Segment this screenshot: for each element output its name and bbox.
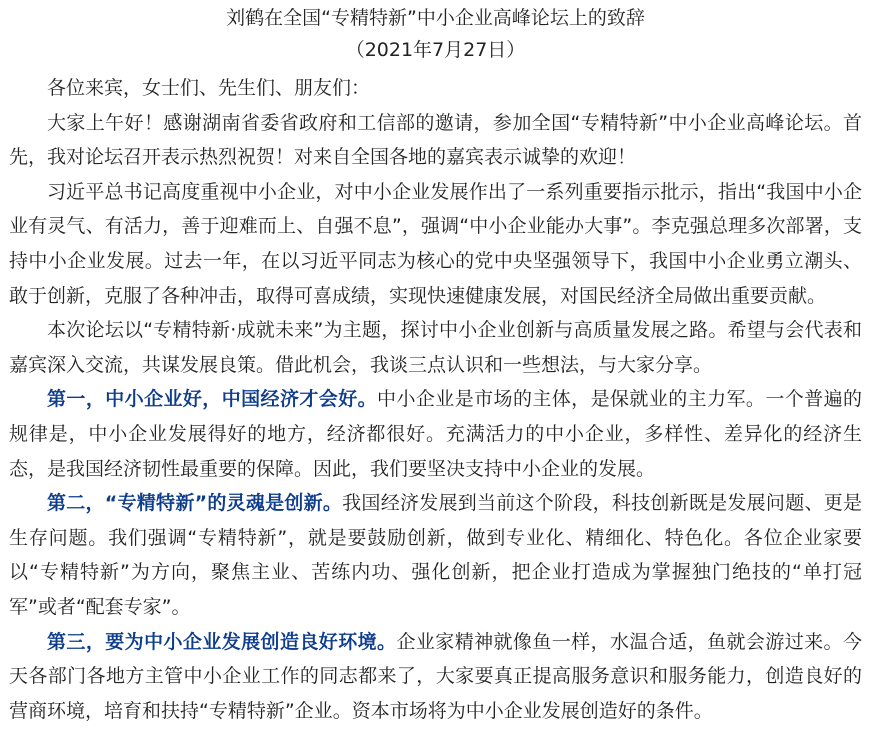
salutation-paragraph: 各位来宾，女士们、先生们、朋友们： [47, 77, 371, 99]
article-title: 刘鹤在全国“专精特新”中小企业高峰论坛上的致辞 [226, 7, 645, 29]
article [0, 3, 871, 728]
opening-paragraph: 大家上午好！感谢湖南省委省政府和工信部的邀请，参加全国“专精特新”中小企业高峰论坛。首先，我对论坛召开表示热烈祝贺！对来自全国各地的嘉宾表示诚挚的欢迎！ [9, 111, 862, 169]
point-three-text: 企业家精神就像鱼一样，水温合适，鱼就会游过来。今天各部门各地方主管中小企业工作的同志都来了，大家要真正提高服务意识和服务能力，创造良好的营商环境，培育和扶持“专精特新”企业。资本市场将为中小企业发展创造好的条件。 [9, 630, 862, 722]
point-one-text: 中小企业是市场的主体，是保就业的主力军。一个普遍的规律是，中小企业发展得好的地方，经济都很好。充满活力的中小企业，多样性、差异化的经济生态，是我国经济韧性最重要的保障。因此，我们要坚决支持中小企业的发展。 [9, 388, 862, 480]
point-two-heading: 第二，“专精特新”的灵魂是创新。 [47, 492, 343, 515]
point-one-heading: 第一，中小企业好，中国经济才会好。 [47, 388, 378, 411]
point-two-paragraph [9, 486, 862, 624]
point-two-text: 我国经济发展到当前这个阶段，科技创新既是发展问题、更是生存问题。我们强调“专精特新”，就是要鼓励创新，做到专业化、精细化、特色化。各位企业家要以“专精特新”为方向，聚焦主业、苦练内功、强化创新，把企业打造成为掌握独门绝技的“单打冠军”或者“配套专家”。 [9, 492, 862, 618]
point-one-paragraph [9, 382, 862, 486]
point-three-heading: 第三，要为中小企业发展创造良好环境。 [47, 630, 397, 653]
context-paragraph: 习近平总书记高度重视中小企业，对中小企业发展作出了一系列重要指示批示，指出“我国中小企业有灵气、有活力，善于迎难而上、自强不息”，强调“中小企业能办大事”。李克强总理多次部署，支持中小企业发展。过去一年，在以习近平同志为核心的党中央坚强领导下，我国中小企业勇立潮头、敢于创新，克服了各种冲击，取得可喜成绩，实现快速健康发展，对国民经济全局做出重要贡献。 [9, 180, 862, 307]
article-date: （2021年7月27日） [345, 39, 526, 61]
point-three-paragraph [9, 625, 862, 729]
theme-paragraph: 本次论坛以“专精特新·成就未来”为主题，探讨中小企业创新与高质量发展之路。希望与会代表和嘉宾深入交流，共谋发展良策。借此机会，我谈三点认识和一些想法，与大家分享。 [9, 319, 862, 376]
